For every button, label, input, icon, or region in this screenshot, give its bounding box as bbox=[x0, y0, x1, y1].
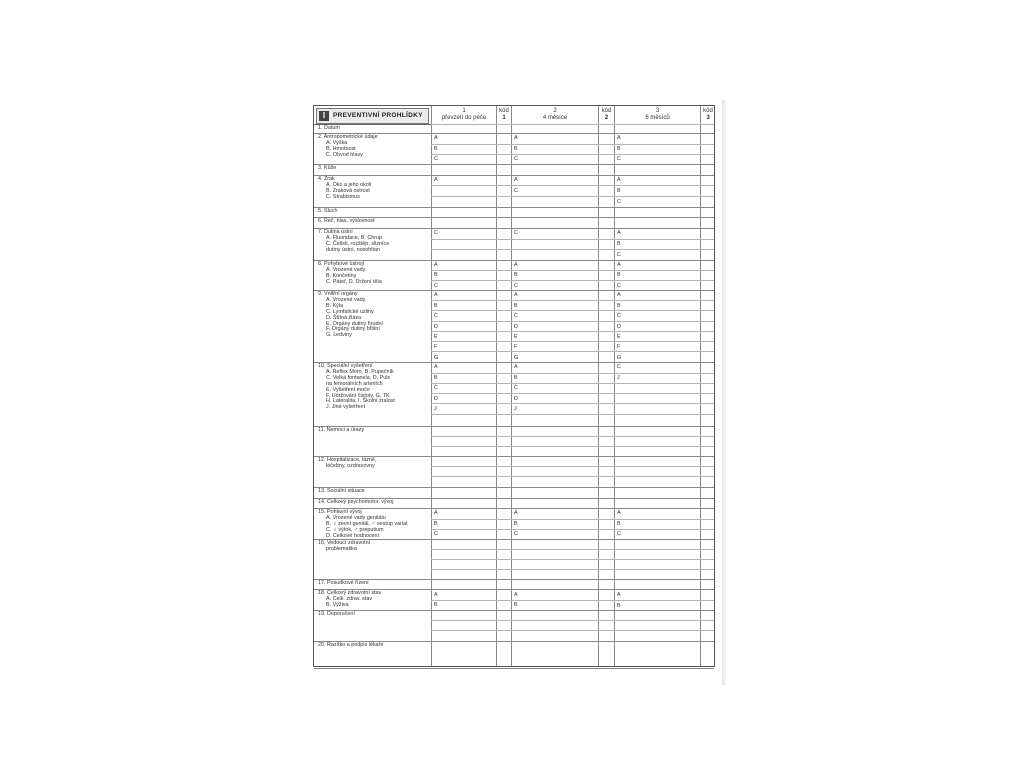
field-letter: A bbox=[617, 177, 621, 183]
section-label-line: A. Reflex Moro, B. Pupečník bbox=[326, 368, 394, 375]
section-label-line: C. Velká fontanela, D. Puls bbox=[326, 374, 391, 381]
section-label-line: E. Orgány dutiny hrudní bbox=[326, 320, 383, 327]
field-letter: E bbox=[617, 334, 621, 340]
section-label-line: 11. Nemoci a úrazy bbox=[318, 427, 365, 433]
section-divider bbox=[314, 487, 714, 488]
section-label-line: G. Ledviny bbox=[326, 332, 352, 339]
section-label-line: D. Celkové hodnocení bbox=[326, 532, 380, 539]
section-label-line: B. Končetiny bbox=[326, 272, 357, 279]
entry-line bbox=[431, 519, 714, 520]
field-letter: F bbox=[434, 344, 438, 350]
field-letter: B bbox=[617, 241, 621, 247]
code-1-divider-right bbox=[511, 106, 512, 666]
section-label-line: 9. Vnitřní orgány bbox=[318, 291, 358, 297]
section-divider bbox=[314, 175, 714, 176]
field-letter: B bbox=[617, 188, 621, 194]
preventive-checkups-form bbox=[313, 105, 715, 667]
entry-line bbox=[431, 393, 714, 394]
section-label bbox=[318, 612, 355, 618]
field-letter: C bbox=[617, 156, 621, 162]
field-letter: A bbox=[617, 510, 621, 516]
section-label-line: 8. Pohybové ústrojí bbox=[318, 261, 365, 267]
entry-line bbox=[431, 321, 714, 322]
section-label-line: F. Udržování čistoty, G. TK bbox=[326, 392, 390, 399]
section-label-line: A. Vrozené vady bbox=[326, 296, 366, 303]
section-label bbox=[318, 364, 395, 411]
field-letter: B bbox=[434, 146, 438, 152]
code-2-header: kód 2 bbox=[601, 108, 612, 121]
entry-line bbox=[431, 185, 714, 186]
entry-line bbox=[431, 414, 714, 415]
section-label bbox=[318, 643, 383, 649]
code-2-divider-left bbox=[598, 106, 599, 666]
section-label bbox=[318, 262, 382, 286]
entry-line bbox=[431, 600, 714, 601]
section-label-line: 4. Zrak bbox=[318, 176, 335, 182]
section-label-line: dutiny ústní, nosohltan bbox=[326, 246, 380, 253]
section-label-line: B. ♀ zevní genitál, ♂ sestup varlat bbox=[326, 520, 408, 527]
section-divider bbox=[314, 508, 714, 509]
field-letter: C bbox=[514, 188, 518, 194]
page-edge-shadow bbox=[722, 100, 726, 685]
section-label-line: B. Zraková ostrost bbox=[326, 187, 370, 194]
entry-line bbox=[431, 196, 714, 197]
entry-line bbox=[431, 351, 714, 352]
field-letter: A bbox=[514, 177, 518, 183]
section-divider bbox=[314, 362, 714, 363]
field-letter: C bbox=[617, 283, 621, 289]
section-divider bbox=[314, 290, 714, 291]
section-label-line: 12. Hospitalizace, lázně, bbox=[318, 457, 377, 463]
field-letter: A bbox=[434, 262, 438, 268]
section-label-line: 7. Dutina ústní bbox=[318, 229, 353, 235]
section-label bbox=[318, 126, 340, 132]
field-letter: C bbox=[514, 230, 518, 236]
field-letter: A bbox=[514, 510, 518, 516]
field-letter: C bbox=[514, 531, 518, 537]
field-letter: G bbox=[617, 355, 622, 361]
section-label-line: H. Lateralita, I. Školní zralost bbox=[326, 398, 395, 405]
field-letter: C bbox=[514, 283, 518, 289]
section-label-line: 17. Posudkové řízení bbox=[318, 580, 369, 586]
field-letter: A bbox=[617, 292, 621, 298]
section-label-line: D. Štítná žláza bbox=[326, 314, 362, 321]
field-letter: B bbox=[514, 375, 518, 381]
section-label bbox=[318, 591, 381, 609]
section-label-line: E. Vyšetření moče bbox=[326, 386, 370, 393]
section-label-line: A. Výška bbox=[326, 139, 348, 146]
section-label-line: 3. Kůže bbox=[318, 165, 337, 171]
entry-line bbox=[431, 249, 714, 250]
field-letter: A bbox=[434, 510, 438, 516]
code-3-divider bbox=[700, 106, 701, 666]
field-letter: C bbox=[617, 313, 621, 319]
section-label-line: 13. Sociální situace bbox=[318, 488, 365, 494]
section-label-line: 6. Řeč, hlas, výslovnost bbox=[318, 218, 375, 224]
field-letter: C bbox=[514, 385, 518, 391]
field-letter: B bbox=[617, 146, 621, 152]
field-letter: G bbox=[514, 355, 519, 361]
code-1-header: kód 1 bbox=[499, 108, 509, 121]
section-label-line: 10. Speciální vyšetření bbox=[318, 363, 373, 369]
column-2-header: 2 4 měsíce bbox=[542, 108, 568, 121]
entry-line bbox=[431, 341, 714, 342]
section-label-line: na femorálních arteriích bbox=[326, 380, 383, 387]
field-letter: B bbox=[514, 303, 518, 309]
section-divider bbox=[314, 260, 714, 261]
field-letter: B bbox=[434, 375, 438, 381]
field-letter: B bbox=[617, 303, 621, 309]
field-letter: A bbox=[514, 292, 518, 298]
section-label-line: 20. Razítko a podpis lékaře bbox=[318, 642, 384, 648]
entry-line bbox=[431, 569, 714, 570]
entry-line bbox=[431, 466, 714, 467]
section-label-line: C. Lymfatické uzliny bbox=[326, 308, 374, 315]
entry-line bbox=[431, 331, 714, 332]
section-label-line: 18. Celkový zdravotní stav bbox=[318, 590, 382, 596]
section-label bbox=[318, 458, 376, 470]
section-label-line: B. Hmotnost bbox=[326, 145, 356, 152]
field-letter: F bbox=[514, 344, 518, 350]
section-label-line: A. Vrozené vady bbox=[326, 266, 366, 273]
section-label bbox=[318, 541, 370, 553]
entry-line bbox=[431, 529, 714, 530]
section-label-line: C. ♀ výtok, ♂ preputium bbox=[326, 526, 384, 533]
header-title-band bbox=[316, 108, 429, 124]
section-number: I bbox=[319, 111, 329, 121]
section-label-line: C. Obvod hlavy bbox=[326, 151, 363, 158]
field-letter: G bbox=[434, 355, 439, 361]
entry-line bbox=[431, 154, 714, 155]
section-label-line: A. Fluoridace, B. Chrup bbox=[326, 234, 383, 241]
field-letter: J bbox=[434, 406, 437, 412]
entry-line bbox=[431, 300, 714, 301]
section-divider bbox=[314, 207, 714, 208]
section-divider bbox=[314, 539, 714, 540]
section-label-line: A. Celk. zdrav. stav bbox=[326, 595, 373, 602]
field-letter: C bbox=[434, 385, 438, 391]
field-letter: A bbox=[514, 135, 518, 141]
field-letter: A bbox=[434, 177, 438, 183]
field-letter: C bbox=[617, 252, 621, 258]
section-divider bbox=[314, 426, 714, 427]
field-letter: A bbox=[434, 364, 438, 370]
section-label bbox=[318, 135, 378, 159]
code-2-divider-right bbox=[614, 106, 615, 666]
field-letter: C bbox=[617, 364, 621, 370]
section-label-line: 2. Antropometrické údaje bbox=[318, 134, 378, 140]
field-letter: B bbox=[617, 521, 621, 527]
entry-line bbox=[431, 383, 714, 384]
field-letter: B bbox=[434, 521, 438, 527]
field-letter: A bbox=[434, 135, 438, 141]
entry-line bbox=[431, 373, 714, 374]
section-label bbox=[318, 230, 389, 254]
field-letter: A bbox=[617, 230, 621, 236]
section-label-line: B. Výživa bbox=[326, 601, 349, 608]
section-label bbox=[318, 292, 383, 339]
entry-line bbox=[431, 124, 714, 125]
field-letter: B bbox=[434, 303, 438, 309]
field-letter: J bbox=[617, 375, 620, 381]
field-letter: D bbox=[434, 324, 438, 330]
entry-line bbox=[431, 559, 714, 560]
field-letter: C bbox=[617, 531, 621, 537]
field-letter: E bbox=[434, 334, 438, 340]
section-label-line: 15. Pohlavní vývoj bbox=[318, 509, 362, 515]
entry-line bbox=[431, 549, 714, 550]
section-label-line: 5. Sluch bbox=[318, 208, 338, 214]
field-letter: A bbox=[434, 292, 438, 298]
field-letter: C bbox=[617, 199, 621, 205]
field-letter: B bbox=[514, 602, 518, 608]
section-label bbox=[318, 177, 372, 201]
section-label-line: C. Páteř, D. Držení těla bbox=[326, 278, 382, 285]
section-label bbox=[318, 209, 337, 215]
section-label bbox=[318, 581, 369, 587]
field-letter: D bbox=[617, 324, 621, 330]
entry-line bbox=[431, 144, 714, 145]
section-label bbox=[318, 500, 394, 506]
entry-line bbox=[431, 310, 714, 311]
section-divider bbox=[314, 610, 714, 611]
section-label-line: 16. Vedoucí zdravotní bbox=[318, 540, 371, 546]
field-letter: F bbox=[617, 344, 621, 350]
section-label-line: problematika bbox=[326, 545, 357, 552]
field-letter: D bbox=[434, 396, 438, 402]
section-label-line: J. Jiné vyšetření bbox=[326, 404, 365, 411]
field-letter: C bbox=[434, 283, 438, 289]
field-letter: C bbox=[434, 531, 438, 537]
section-divider bbox=[314, 668, 714, 669]
field-letter: C bbox=[514, 156, 518, 162]
section-label-line: 14. Celkový psychomotor. vývoj bbox=[318, 499, 394, 505]
field-letter: A bbox=[617, 135, 621, 141]
label-column-divider bbox=[431, 106, 432, 666]
field-letter: D bbox=[514, 396, 518, 402]
section-label-line: C. Čelisti, rozštěp, slizníce bbox=[326, 240, 390, 247]
section-label-line: 1. Datum bbox=[318, 125, 340, 131]
field-letter: D bbox=[514, 324, 518, 330]
field-letter: A bbox=[514, 364, 518, 370]
entry-line bbox=[431, 620, 714, 621]
entry-line bbox=[431, 630, 714, 631]
field-letter: B bbox=[514, 272, 518, 278]
field-letter: B bbox=[514, 521, 518, 527]
field-letter: A bbox=[617, 592, 621, 598]
section-divider bbox=[314, 228, 714, 229]
section-label-line: A. Oko a jeho okolí bbox=[326, 181, 372, 188]
form-title: PREVENTIVNÍ PROHLÍDKY bbox=[333, 112, 423, 119]
section-label bbox=[318, 510, 408, 540]
entry-line bbox=[431, 446, 714, 447]
section-label bbox=[318, 428, 364, 434]
section-label-line: A. Vrozené vady genitálu bbox=[326, 514, 386, 521]
section-label bbox=[318, 166, 336, 172]
field-letter: B bbox=[514, 146, 518, 152]
field-letter: B bbox=[617, 272, 621, 278]
field-letter: B bbox=[617, 603, 621, 609]
code-1-divider-left bbox=[496, 106, 497, 666]
field-letter: C bbox=[434, 313, 438, 319]
entry-line bbox=[431, 239, 714, 240]
section-label-line: léčebny, ozdravovny bbox=[326, 462, 375, 469]
entry-line bbox=[431, 436, 714, 437]
field-letter: A bbox=[617, 262, 621, 268]
column-3-header: 3 6 měsíců bbox=[645, 108, 670, 121]
section-label-line: C. Strabismus bbox=[326, 193, 360, 200]
field-letter: C bbox=[434, 230, 438, 236]
field-letter: E bbox=[514, 334, 518, 340]
section-label-line: B. Kýla bbox=[326, 302, 344, 309]
entry-line bbox=[431, 476, 714, 477]
entry-line bbox=[431, 280, 714, 281]
field-letter: A bbox=[434, 592, 438, 598]
field-letter: A bbox=[514, 592, 518, 598]
field-letter: J bbox=[514, 406, 517, 412]
section-label-line: 19. Doporučení bbox=[318, 611, 355, 617]
field-letter: C bbox=[434, 156, 438, 162]
field-letter: B bbox=[434, 602, 438, 608]
field-letter: C bbox=[514, 313, 518, 319]
section-divider bbox=[314, 164, 714, 165]
field-letter: B bbox=[434, 272, 438, 278]
entry-line bbox=[431, 403, 714, 404]
section-label-line: F. Orgány dutiny břišní bbox=[326, 326, 380, 333]
column-1-header: 1 převzetí do péče bbox=[441, 108, 487, 121]
entry-line bbox=[431, 270, 714, 271]
section-divider bbox=[314, 579, 714, 580]
section-label bbox=[318, 219, 375, 225]
field-letter: A bbox=[514, 262, 518, 268]
section-label bbox=[318, 489, 365, 495]
code-3-header: kód 3 bbox=[703, 108, 713, 121]
